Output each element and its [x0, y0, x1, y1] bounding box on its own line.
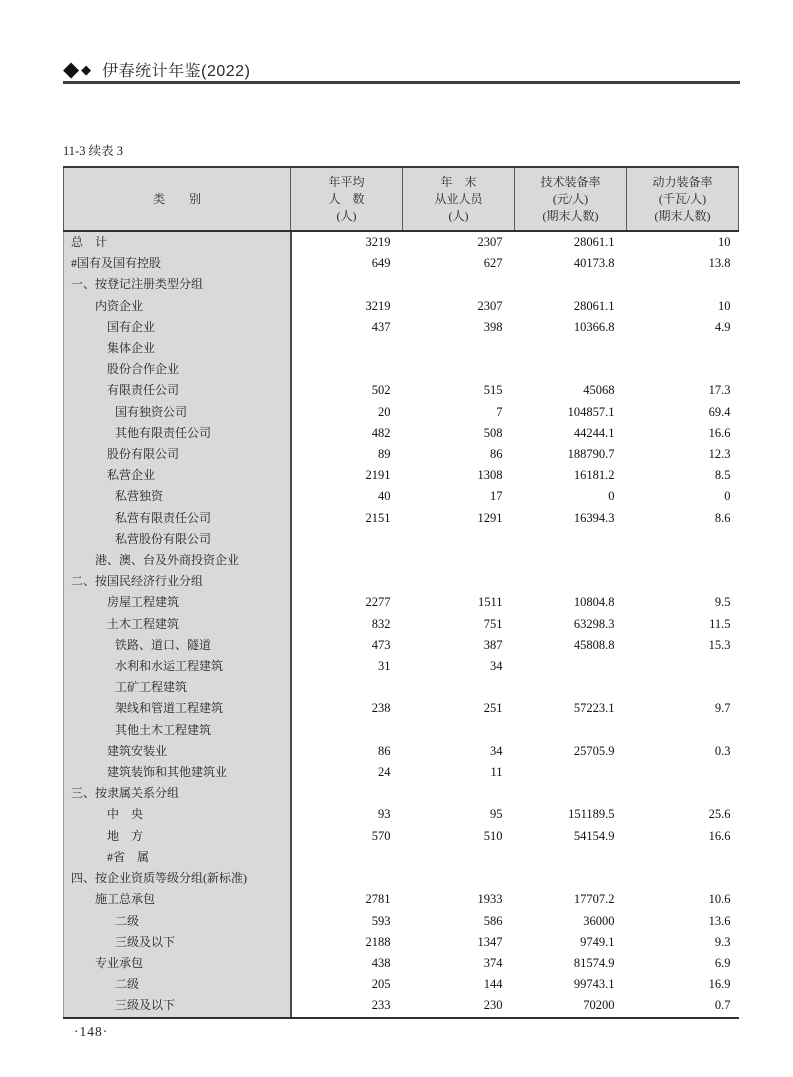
- value-cell: 24: [378, 765, 391, 780]
- value-cell: 251: [483, 701, 503, 716]
- value-cell: 1291: [477, 510, 503, 525]
- category-cell: 地 方: [64, 826, 291, 847]
- value-cell: 510: [483, 828, 503, 843]
- category-cell: 内资企业: [64, 296, 291, 317]
- table-row: [64, 338, 739, 359]
- value-cell: 482: [371, 425, 391, 440]
- value-cell: 233: [291, 995, 403, 1017]
- value-cell: 99743.1: [573, 977, 615, 992]
- category-cell: 私营独资: [64, 486, 291, 507]
- value-cell: 95: [490, 807, 503, 822]
- table-row: [64, 911, 739, 932]
- value-cell: [291, 571, 403, 592]
- value-cell: [403, 847, 515, 868]
- table-row: [64, 550, 739, 571]
- category-cell: 三级及以下: [64, 932, 291, 953]
- value-cell: 2307: [477, 298, 503, 313]
- value-cell: [403, 274, 515, 295]
- category-cell: 国有独资公司: [64, 402, 291, 423]
- table-row: [64, 698, 739, 719]
- value-cell: [403, 529, 515, 550]
- table-row: [64, 932, 739, 953]
- column-header-line: 动力装备率: [652, 174, 713, 189]
- table-row: [64, 826, 739, 847]
- value-cell: 438: [371, 955, 391, 970]
- value-cell: [515, 677, 627, 698]
- value-cell: 13.6: [708, 913, 731, 928]
- value-cell: 45068: [583, 383, 615, 398]
- value-cell: [627, 847, 739, 868]
- value-cell: 17: [490, 489, 503, 504]
- table-row: [64, 783, 739, 804]
- column-header-power-equipment-rate: [627, 167, 739, 231]
- table-caption: 11-3 续表 3: [63, 144, 123, 158]
- value-cell: 8.6: [714, 510, 731, 525]
- value-cell: 627: [483, 256, 503, 271]
- table-row: [64, 995, 739, 1017]
- value-cell: 4.9: [714, 319, 731, 334]
- column-header-line: (千瓦/人): [658, 191, 707, 206]
- category-cell: 其他有限责任公司: [64, 423, 291, 444]
- statistics-table: [63, 166, 739, 1019]
- value-cell: 40: [378, 489, 391, 504]
- category-cell: #国有及国有控股: [64, 253, 291, 274]
- category-cell: 施工总承包: [64, 889, 291, 910]
- value-cell: [515, 847, 627, 868]
- value-cell: 9.3: [714, 934, 731, 949]
- category-cell: 二、按国民经济行业分组: [64, 571, 291, 592]
- category-cell: 房屋工程建筑: [64, 592, 291, 613]
- value-cell: 2307: [477, 235, 503, 249]
- value-cell: [403, 677, 515, 698]
- value-cell: [627, 274, 739, 295]
- category-cell: 国有企业: [64, 317, 291, 338]
- table-row: [64, 571, 739, 592]
- column-header-technical-equipment-rate: [515, 167, 627, 231]
- value-cell: 151189.5: [568, 807, 615, 822]
- value-cell: 586: [483, 913, 503, 928]
- value-cell: [515, 274, 627, 295]
- category-cell: 架线和管道工程建筑: [64, 698, 291, 719]
- value-cell: 374: [483, 955, 503, 970]
- value-cell: 2151: [365, 510, 391, 525]
- value-cell: [515, 338, 627, 359]
- column-header-line: 技术装备率: [540, 174, 601, 189]
- category-cell: 水利和水运工程建筑: [64, 656, 291, 677]
- value-cell: 12.3: [708, 447, 731, 462]
- value-cell: 36000: [583, 913, 615, 928]
- value-cell: 63298.3: [573, 616, 615, 631]
- column-header-line: (人): [336, 208, 357, 223]
- category-cell: 私营企业: [64, 465, 291, 486]
- value-cell: [291, 720, 403, 741]
- table-wrapper: [63, 166, 738, 1019]
- table-row: [64, 635, 739, 656]
- value-cell: 1308: [477, 468, 503, 483]
- value-cell: 0: [724, 489, 731, 504]
- value-cell: 16181.2: [573, 468, 615, 483]
- value-cell: [515, 571, 627, 592]
- value-cell: 649: [371, 256, 391, 271]
- category-cell: 专业承包: [64, 953, 291, 974]
- value-cell: [627, 868, 739, 889]
- table-row: [64, 486, 739, 507]
- value-cell: 832: [371, 616, 391, 631]
- value-cell: 9.7: [714, 701, 731, 716]
- table-row: [64, 444, 739, 465]
- value-cell: [403, 550, 515, 571]
- value-cell: 0: [608, 489, 615, 504]
- value-cell: [627, 529, 739, 550]
- value-cell: [403, 571, 515, 592]
- column-header-line: (元/人): [552, 191, 589, 206]
- value-cell: [515, 529, 627, 550]
- value-cell: [627, 338, 739, 359]
- value-cell: 16394.3: [573, 510, 615, 525]
- value-cell: [291, 338, 403, 359]
- table-row: [64, 614, 739, 635]
- category-cell: 股份合作企业: [64, 359, 291, 380]
- value-cell: 2781: [365, 892, 391, 907]
- value-cell: 8.5: [714, 468, 731, 483]
- value-cell: 17707.2: [573, 892, 615, 907]
- value-cell: [291, 677, 403, 698]
- value-cell: 17.3: [708, 383, 731, 398]
- category-cell: 私营股份有限公司: [64, 529, 291, 550]
- brand: [63, 58, 740, 80]
- value-cell: [627, 762, 739, 783]
- value-cell: 86: [378, 743, 391, 758]
- column-header-line: (期末人数): [542, 208, 599, 223]
- value-cell: 1347: [477, 934, 503, 949]
- table-row: [64, 889, 739, 910]
- value-cell: 0.3: [714, 743, 731, 758]
- table-row: [64, 656, 739, 677]
- value-cell: 473: [371, 637, 391, 652]
- value-cell: 144: [483, 977, 503, 992]
- value-cell: 570: [371, 828, 391, 843]
- value-cell: [627, 359, 739, 380]
- category-cell: 股份有限公司: [64, 444, 291, 465]
- value-cell: 205: [371, 977, 391, 992]
- table-row: [64, 423, 739, 444]
- value-cell: 398: [483, 319, 503, 334]
- value-cell: [627, 783, 739, 804]
- value-cell: [515, 656, 627, 677]
- value-cell: 2188: [365, 934, 391, 949]
- value-cell: 104857.1: [567, 404, 615, 419]
- table-row: [64, 804, 739, 825]
- value-cell: [515, 868, 627, 889]
- table-row: [64, 868, 739, 889]
- column-header-line: 类 别: [152, 191, 201, 206]
- value-cell: [627, 571, 739, 592]
- table-row: [64, 592, 739, 613]
- value-cell: 16.6: [708, 425, 731, 440]
- category-cell: 土木工程建筑: [64, 614, 291, 635]
- value-cell: [515, 359, 627, 380]
- value-cell: 81574.9: [573, 955, 615, 970]
- value-cell: 515: [483, 383, 503, 398]
- value-cell: 28061.1: [573, 235, 615, 249]
- diamond-icon-large: ◆: [63, 56, 80, 81]
- table-body: [64, 231, 739, 1018]
- value-cell: [403, 720, 515, 741]
- value-cell: 3219: [365, 298, 391, 313]
- value-cell: [403, 359, 515, 380]
- category-cell: 铁路、道口、隧道: [64, 635, 291, 656]
- value-cell: 188790.7: [567, 447, 615, 462]
- value-cell: 437: [371, 319, 391, 334]
- diamond-icon-small: ◆: [81, 61, 92, 77]
- value-cell: [627, 720, 739, 741]
- value-cell: 11: [490, 765, 503, 780]
- value-cell: [291, 868, 403, 889]
- value-cell: [403, 868, 515, 889]
- value-cell: [291, 783, 403, 804]
- value-cell: [291, 550, 403, 571]
- value-cell: 10366.8: [573, 319, 615, 334]
- page-number: ·148·: [74, 1024, 109, 1039]
- value-cell: 10: [718, 235, 731, 249]
- category-cell: 集体企业: [64, 338, 291, 359]
- column-header-line: 从业人员: [434, 191, 483, 206]
- value-cell: 57223.1: [573, 701, 615, 716]
- table-row: [64, 317, 739, 338]
- column-header-annual-average: [291, 167, 403, 231]
- value-cell: 34: [490, 743, 503, 758]
- table-row: [64, 253, 739, 274]
- value-cell: 31: [378, 659, 391, 674]
- table-row: [64, 231, 739, 253]
- page-header: [63, 58, 740, 84]
- value-cell: 751: [483, 616, 503, 631]
- header-rule: [63, 81, 740, 84]
- table-row: [64, 465, 739, 486]
- value-cell: [291, 529, 403, 550]
- value-cell: [627, 677, 739, 698]
- column-header-line: (期末人数): [654, 208, 711, 223]
- category-cell: 三、按隶属关系分组: [64, 783, 291, 804]
- value-cell: [515, 550, 627, 571]
- value-cell: 0.7: [627, 995, 739, 1017]
- table-row: [64, 380, 739, 401]
- table-row: [64, 359, 739, 380]
- value-cell: 238: [371, 701, 391, 716]
- table-row: [64, 677, 739, 698]
- value-cell: [291, 359, 403, 380]
- category-cell: 四、按企业资质等级分组(新标准): [64, 868, 291, 889]
- value-cell: 593: [371, 913, 391, 928]
- column-header-line: 年平均: [328, 174, 365, 189]
- category-cell: 建筑装饰和其他建筑业: [64, 762, 291, 783]
- value-cell: 9749.1: [580, 934, 615, 949]
- value-cell: [291, 274, 403, 295]
- table-row: [64, 974, 739, 995]
- table-row: [64, 402, 739, 423]
- value-cell: 230: [403, 995, 515, 1017]
- category-cell: 建筑安装业: [64, 741, 291, 762]
- table-row: [64, 847, 739, 868]
- category-cell: 工矿工程建筑: [64, 677, 291, 698]
- value-cell: 45808.8: [573, 637, 615, 652]
- value-cell: 89: [378, 447, 391, 462]
- value-cell: 20: [378, 404, 391, 419]
- value-cell: 13.8: [708, 256, 731, 271]
- value-cell: 86: [490, 447, 503, 462]
- value-cell: 25.6: [708, 807, 731, 822]
- value-cell: 16.6: [708, 828, 731, 843]
- value-cell: 70200: [515, 995, 627, 1017]
- table-row: [64, 508, 739, 529]
- value-cell: 34: [490, 659, 503, 674]
- category-cell: 私营有限责任公司: [64, 508, 291, 529]
- category-cell: 其他土木工程建筑: [64, 720, 291, 741]
- value-cell: 28061.1: [573, 298, 615, 313]
- category-cell: 二级: [64, 911, 291, 932]
- yearbook-title: 伊春统计年鉴(2022): [102, 62, 251, 80]
- value-cell: 93: [378, 807, 391, 822]
- table-row: [64, 720, 739, 741]
- value-cell: 1933: [477, 892, 503, 907]
- column-header-line: 年 末: [440, 174, 477, 189]
- value-cell: 502: [371, 383, 391, 398]
- category-cell: 有限责任公司: [64, 380, 291, 401]
- value-cell: 387: [483, 637, 503, 652]
- value-cell: 10: [718, 298, 731, 313]
- value-cell: 40173.8: [573, 256, 615, 271]
- value-cell: 44244.1: [573, 425, 615, 440]
- category-cell: 总 计: [64, 231, 291, 253]
- value-cell: 25705.9: [573, 743, 615, 758]
- value-cell: 7: [496, 404, 503, 419]
- value-cell: 3219: [365, 235, 391, 249]
- table-row: [64, 741, 739, 762]
- table-row: [64, 296, 739, 317]
- value-cell: 11.5: [709, 616, 731, 631]
- category-cell: 港、澳、台及外商投资企业: [64, 550, 291, 571]
- value-cell: [515, 762, 627, 783]
- category-cell: 三级及以下: [64, 995, 291, 1017]
- value-cell: [627, 550, 739, 571]
- value-cell: 15.3: [708, 637, 731, 652]
- table-header: [64, 167, 739, 231]
- table-row: [64, 953, 739, 974]
- category-cell: #省 属: [64, 847, 291, 868]
- value-cell: 1511: [477, 595, 503, 610]
- value-cell: [515, 720, 627, 741]
- value-cell: 10804.8: [573, 595, 615, 610]
- value-cell: [403, 338, 515, 359]
- value-cell: [403, 783, 515, 804]
- value-cell: 6.9: [714, 955, 731, 970]
- value-cell: [515, 783, 627, 804]
- value-cell: 2277: [365, 595, 391, 610]
- column-header-line: 人 数: [328, 191, 365, 206]
- column-header-category: [64, 167, 291, 231]
- category-cell: 一、按登记注册类型分组: [64, 274, 291, 295]
- category-cell: 中 央: [64, 804, 291, 825]
- value-cell: 54154.9: [573, 828, 615, 843]
- table-row: [64, 274, 739, 295]
- value-cell: 69.4: [708, 404, 731, 419]
- value-cell: [627, 656, 739, 677]
- value-cell: 508: [483, 425, 503, 440]
- table-row: [64, 762, 739, 783]
- value-cell: 10.6: [708, 892, 731, 907]
- column-header-line: (人): [448, 208, 469, 223]
- value-cell: 16.9: [708, 977, 731, 992]
- category-cell: 二级: [64, 974, 291, 995]
- table-row: [64, 529, 739, 550]
- value-cell: [291, 847, 403, 868]
- column-header-yearend-staff: [403, 167, 515, 231]
- value-cell: 2191: [365, 468, 391, 483]
- value-cell: 9.5: [714, 595, 731, 610]
